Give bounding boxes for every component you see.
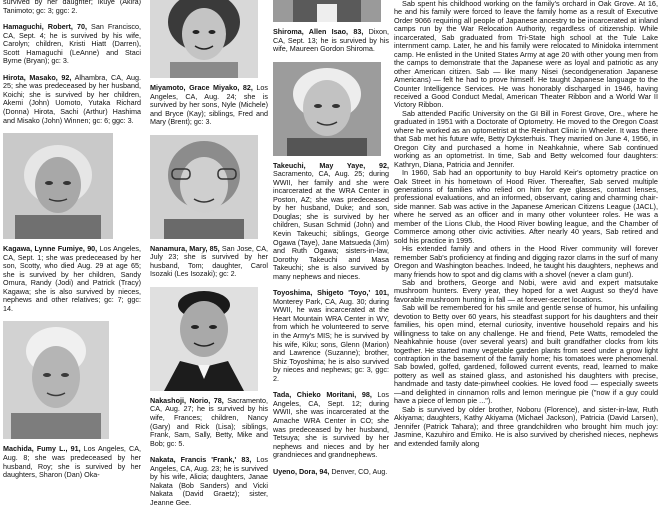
obituary-text: Sacramento, CA, Aug. 25; during WWII, her family and she were incarcerated at the WRA Center in Poston, AZ; she was predeceased by her husband, Duke; and son, Douglas; she is survived by her children, Susan Schmid (John) and Kevin Takeuchi; siblings, George Ogawa (Taye), Jane Matsueda (Jim) and Ruth Ogawa; sisters-in-law, Dorothy Takeuchi and Masa Takeuchi; she is also survived by many nephews and nieces. xyxy=(273,169,389,281)
obituary-name: Nanamura, Mary, xyxy=(150,243,208,253)
obituary-name: Toyoshima, Shigeto 'Toyo,' xyxy=(273,288,371,298)
obituary-age: 101, xyxy=(375,288,389,298)
obituary-nakata xyxy=(150,456,268,507)
tribute-paragraph: His extended family and others in the Hood River community will forever remember Sab's proficiency at finding and digging razor clams in the surf of many Oregon and Washington beaches. Indeed, he taught his daughters, nephews and many friends how to spot and dig clams with a shovel (never a clam gun!). xyxy=(394,244,658,279)
obituary-name: Uyeno, Dora, xyxy=(273,466,318,476)
portrait-photo-machida xyxy=(3,321,141,439)
portrait-photo-miyamoto xyxy=(150,0,268,78)
column-2 xyxy=(150,0,268,515)
obituary-text: San Jose, CA, July 23; she is survived by her husband, Tom; daughter, Carol Isozaki (Les Isozaki); gc: 2. xyxy=(150,243,269,279)
obituary-age: 82, xyxy=(242,83,253,92)
obituary-nakashoji xyxy=(150,397,268,448)
tribute-paragraph: Sab attended Pacific University on the GI Bill in Forest Grove, Ore., where he graduated in 1951 with a Doctorate of Optometry. He moved to the Oregon Coast where he worked as an optometrist at the Reinhart Clinic in Wheeler. It was there that Sab met his future wife, Betty Dyksterhuis. They married on June 4, 1956, in Oregon City and purchased a home in Neahkahnie, where Sab continued working as an optometrist. In time, Sab and Betty welcomed four daughters: Kathryn, Diana, Patricia and Jennifer. xyxy=(394,108,658,169)
obituary-name: Kagawa, Lynne Fumiye, xyxy=(3,244,85,254)
obituary-fragment xyxy=(3,0,141,15)
obituary-name: Nakata, Francis 'Frank,' xyxy=(150,455,237,465)
portrait-photo-takeuchi xyxy=(273,62,389,156)
obituary-age: 70, xyxy=(76,22,87,32)
obituary-text: Los Angeles, CA, Sept. 12; during WWII, she was incarcerated at the Amache WRA Center in CO; she was predeceased by her husband, Tetsuya; she is survived by her nephews and nieces and by her grandnieces and grandnephews. xyxy=(273,390,389,460)
column-3 xyxy=(273,0,389,484)
obituary-hirota xyxy=(3,74,141,125)
fragment-text: survived by her daughter; Ikuye (Akira) Tanimoto; gc: 3; ggc: 2. xyxy=(3,0,141,15)
obituary-name: Tada, Chieko Moritani, xyxy=(273,390,357,400)
obituary-age: 78, xyxy=(213,395,224,405)
obituary-age: 92, xyxy=(379,160,389,170)
obituary-tada xyxy=(273,391,389,459)
obituary-age: 92, xyxy=(61,72,72,82)
obituary-age: 90, xyxy=(87,244,98,254)
obituary-text: Los Angeles, CA, Aug. 23; he is survived by his wife, Alicia; daughters, Janae Nakata (Bob Sanders) and Vicki Nakata (David Graetz); sister, Jeanne Gee. xyxy=(150,455,269,507)
obituary-name: Machida, Fumy L., xyxy=(3,444,68,454)
obituary-name: Shiroma, Allen Isao, xyxy=(273,27,349,36)
obituary-name: Hirota, Masako, xyxy=(3,72,58,82)
tribute-paragraph: Sab spent his childhood working on the family's orchard in Oak Grove. At 16, he and his family were forced to leave the family home as a result of Executive Order 9066 requiring all people of Japanese ancestry to be incarcerated at inland camps run by the War Relocation Authority, regardless of citizenship. While incarcerated, Sab graduated from Tri-State high school at the Tule Lake internment camp. Later, he and his family were relocated to Minidoka internment camp. He enlisted in the United States Army at age 20 with other young men from the camps to demonstrate that the Japanese were as loyal and patriotic as any other American citizen. Sab — like many Nisei (secondgeneration Japanese Americans) — felt he had to prove himself. He taught Japanese language to the Counter Intelligence Services. He was honorably discharged in 1946, having received a Good Conduct Medal, American Theater Ribbon and a World War II Victory Ribbon. xyxy=(394,0,658,110)
column-1 xyxy=(3,0,141,488)
obituary-machida xyxy=(3,445,141,479)
obituary-takeuchi xyxy=(273,162,389,282)
obituary-text: Monterey Park, CA, Aug. 30; during WWII, he was incarcerated at the Heart Mountain WRA Center in WY, from which he volunteered to serve in the Army's MIS; he is survived by his wife, Kiku; sons, Glenn (Marion) and Lawrence (Suzanne); brother, Shiz Toyoshima; he is also survived by nieces and nephews; gc: 3, ggc: 2. xyxy=(273,296,389,383)
obituary-toyoshima xyxy=(273,289,389,383)
obituary-name: Takeuchi, May Yaye, xyxy=(273,160,366,170)
obituary-name: Miyamoto, Grace Miyako, xyxy=(150,83,240,92)
obituary-uyeno xyxy=(273,468,389,477)
obituary-text: Denver, CO, Aug. xyxy=(331,466,388,476)
portrait-photo-kagawa xyxy=(3,133,141,239)
obituary-kagawa xyxy=(3,245,141,313)
obituary-miyamoto xyxy=(150,84,268,127)
obituary-name: Hamaguchi, Robert, xyxy=(3,22,73,32)
tribute-paragraph: In 1960, Sab had an opportunity to buy Harold Keir's optometry practice on Oak Street in his hometown of Hood River. Thereafter, Sab served multiple generations of families who relied on him for eye glasses, contact lenses, professional evaluations, and an informed, observant, caring and charming chair-side manner. Sab was active in the Japanese American Citizens League (JACL), where he served as an officer and in many other volunteer roles. He was a member of the Lions Club, the Hood River bowling league, and the Chamber of Commerce among other civic activities. After nearly 40 years, Sab retired and sold his practice in 1995. xyxy=(394,168,658,245)
obituary-text: Los Angeles, CA, Sept. 1; she was predeceased by her son, Scotty, who died Aug. 29 at age 65; she is survived by her children, Sandy Omura, Randy (Jodi) and Patrick (Tracy) Kagawa; she is also survived by nieces, nephews and other relatives; gc: 7; ggc: 14. xyxy=(3,244,141,313)
column-4-tribute xyxy=(394,0,658,448)
portrait-photo-shiroma xyxy=(273,0,389,22)
portrait-photo-nakashoji xyxy=(150,287,268,391)
obituary-text: Sacramento, CA, Aug. 27; he is survived by his wife, Frances; children, Nancy (Gary) and Rick (Lisa); siblings, Frank, Sam, Sally, Betty, Mike and Bob; gc: 5. xyxy=(150,395,269,448)
obituary-text: Dixon, CA, Sept. 13; he is survived by his wife, Maureen Gordon Shiroma. xyxy=(273,27,389,54)
tribute-paragraph: Sab will be remembered for his smile and gentle sense of humor, his unfailing devotion to Betty over 60 years, his steadfast support for his daughters and their families, his open mind, eternal curiosity, inventive household repairs and his willingness to take on any challenge. He and friend, Pete Watts, remodeled the Neahkahnie house (over several years) and built grandfather clocks from kits together. He started many vegetable garden plants from seed under a grow light contraption in the basement of the family home; his tomatoes were phenomenal. Sab bowled, golfed, gardened, followed current events, read, learned to make pottery as well as stained glass, and astonished his daughters with precise, handmade and tasty date-pinwheel cookies. He loved food — especially sweets —and delighted in cinnamon rolls and lemon meringue pie ("now if a guy could have a piece of lemon pie ..."). xyxy=(394,303,658,406)
portrait-photo-nanamura xyxy=(150,135,268,239)
obituary-age: 98, xyxy=(361,390,372,400)
obituary-shiroma xyxy=(273,28,389,54)
obituary-text: Alhambra, CA, Aug. 25; she was predeceased by her husband, Koichi; she is survived by her children, Akemi (John) Uomoto, Yutaka Richard (Donna) Hirota, Sachi (Arthur) Hashima and Misako (John) Winnen; gc: 6; ggc: 3. xyxy=(3,72,142,125)
tribute-paragraph: Sab and brothers, George and Nobi, were avid and expert matsutake mushroom hunters. Every year, they hoped for a wet August so they'd have favorable mushroom hunting in fall — at forever-secret locations. xyxy=(394,277,658,304)
obituary-name: Nakashoji, Norio, xyxy=(150,395,211,405)
obituary-age: 91, xyxy=(70,444,81,454)
obituary-age: 94, xyxy=(319,466,330,476)
obituary-text: San Francisco, CA, Sept. 4; he is survived by his wife, Carolyn; children, Kristi Hiatt (Darren), Scott Hamaguchi (LeAnne) and Staci Byrne (Bryan); gc: 3. xyxy=(3,22,142,66)
obituary-nanamura xyxy=(150,245,268,279)
obituary-text: Los Angeles, CA, Aug. 24; she is survived by her sons, Nyle (Michele) and Bryce (Kay); siblings, Fred and Mary (Brent); gc: 3. xyxy=(150,83,268,127)
obituary-age: 83, xyxy=(353,27,364,36)
tribute-paragraph: Sab is survived by older brother, Noboru (Florence), and sister-in-law, Ruth Akiyama; daughters, Kathy Akiyama (Michael Jackson), Patricia (David Larsen), Jennifer (Patrick Tahara); and three grandchildren who brought him much joy: Jasmine, Kazuhiro and Emiko. He is also survived by cherished nieces, nephews and extended family along xyxy=(394,404,658,448)
obituary-age: 83, xyxy=(241,455,252,465)
obituary-hamaguchi xyxy=(3,23,141,66)
obituary-text: Los Angeles, CA, Aug. 8; she was predeceased by her husband, Roy; she is survived by her daughters, Sharon (Dan) Oka- xyxy=(3,444,141,480)
obituary-age: 85, xyxy=(209,243,220,253)
